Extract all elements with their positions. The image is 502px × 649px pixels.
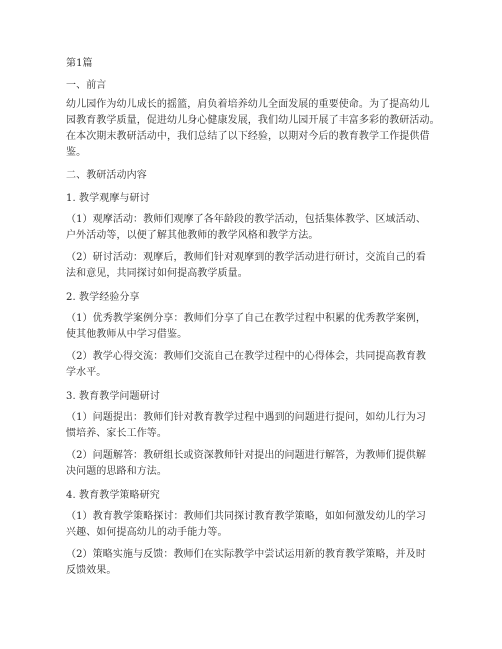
paragraph-line: （2）策略实施与反馈：教师们在实际教学中尝试运用新的教育教学策略，并及时 <box>66 549 426 560</box>
paragraph-line: 使其他教师从中学习借鉴。 <box>66 329 188 340</box>
paragraph-line: （1）优秀教学案例分享：教师们分享了自己在教学过程中积累的优秀教学案例， <box>66 313 426 324</box>
paragraph-line: 法和意见，共同探讨如何提高教学质量。 <box>66 268 248 279</box>
paragraph-line: 决问题的思路和方法。 <box>66 466 167 477</box>
section-heading-content: 二、教研活动内容 <box>66 170 147 181</box>
paragraph-line: （1）教育教学策略探讨：教师们共同探讨教育教学策略，如如何激发幼儿的学习 <box>66 511 426 522</box>
paragraph-line: （1）观摩活动：教师们观摩了各年龄段的教学活动，包括集体教学、区域活动、 <box>66 214 426 225</box>
subsection-title: 4. 教育教学策略研究 <box>66 490 160 501</box>
paragraph-line: （2）研讨活动：观摩后，教师们针对观摩到的教学活动进行研讨，交流自己的看 <box>66 252 426 263</box>
paragraph-line: 兴趣、如何提高幼儿的动手能力等。 <box>66 527 228 538</box>
paragraph-line: 反馈效果。 <box>66 565 117 576</box>
subsection-title: 3. 教育教学问题研讨 <box>66 391 160 402</box>
intro-line: 鉴。 <box>66 147 87 158</box>
paragraph-line: 学水平。 <box>66 367 107 378</box>
subsection-title: 2. 教学经验分享 <box>66 292 140 303</box>
paragraph-line: （2）教学心得交流：教师们交流自己在教学过程中的心得体会，共同提高教育教 <box>66 351 426 362</box>
paragraph-line: （2）问题解答：教研组长或资深教师针对提出的问题进行解答，为教师们提供解 <box>66 450 426 461</box>
paragraph-line: （1）问题提出：教师们针对教育教学过程中遇到的问题进行提问，如幼儿行为习 <box>66 412 426 423</box>
intro-line: 幼儿园作为幼儿成长的摇篮，肩负着培养幼儿全面发展的重要使命。为了提高幼儿 <box>66 99 430 110</box>
section-heading-preface: 一、前言 <box>66 80 107 91</box>
paragraph-line: 户外活动等，以便了解其他教师的教学风格和教学方法。 <box>66 230 319 241</box>
intro-line: 园教育教学质量，促进幼儿身心健康发展，我们幼儿园开展了丰富多彩的教研活动。 <box>66 115 440 126</box>
paragraph-line: 惯培养、家长工作等。 <box>66 428 167 439</box>
part-label: 第1篇 <box>66 58 93 69</box>
intro-line: 在本次期末教研活动中，我们总结了以下经验，以期对今后的教育教学工作提供借 <box>66 131 430 142</box>
subsection-title: 1. 教学观摩与研讨 <box>66 193 150 204</box>
